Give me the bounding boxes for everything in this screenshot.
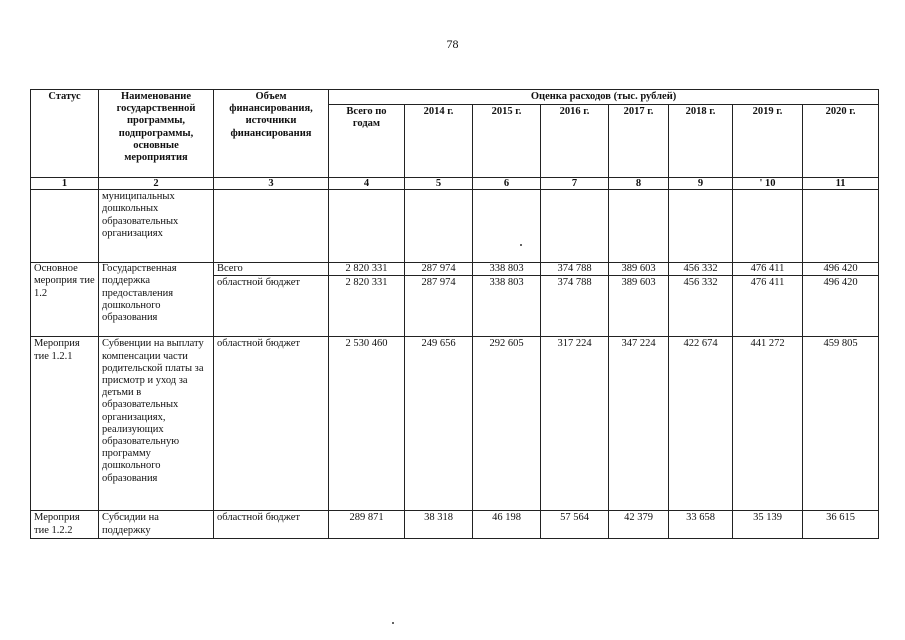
column-number: 5 (405, 178, 473, 190)
row-value: 249 656 (405, 337, 473, 511)
row-value: 459 805 (803, 337, 879, 511)
row-value: 46 198 (473, 511, 541, 538)
row-value: 33 658 (669, 511, 733, 538)
row-value (405, 190, 473, 263)
row-value: 347 224 (609, 337, 669, 511)
column-number: 2 (99, 178, 214, 190)
row-value: 338 803 (473, 276, 541, 337)
header-year-2015: 2015 г. (473, 105, 541, 178)
row-value: 441 272 (733, 337, 803, 511)
row-value: 389 603 (609, 263, 669, 276)
row-value (473, 190, 541, 263)
row-value: 42 379 (609, 511, 669, 538)
header-expenses: Оценка расходов (тыс. рублей) (329, 90, 879, 105)
column-number: 7 (541, 178, 609, 190)
row-source (214, 190, 329, 263)
table-row (31, 263, 879, 276)
column-number: 9 (669, 178, 733, 190)
column-numbers-row (31, 178, 879, 190)
row-name: Государственная поддержка предоставления дошкольного образования (99, 263, 214, 337)
row-value: 292 605 (473, 337, 541, 511)
column-number: 11 (803, 178, 879, 190)
row-value (329, 190, 405, 263)
column-number: 1 (31, 178, 99, 190)
table-row (31, 337, 879, 511)
row-source: областной бюджет (214, 511, 329, 538)
row-value: 338 803 (473, 263, 541, 276)
column-number: 4 (329, 178, 405, 190)
row-value (669, 190, 733, 263)
row-value: 456 332 (669, 263, 733, 276)
header-year-2016: 2016 г. (541, 105, 609, 178)
header-year-2018: 2018 г. (669, 105, 733, 178)
row-status (31, 190, 99, 263)
column-number: 3 (214, 178, 329, 190)
header-year-2017: 2017 г. (609, 105, 669, 178)
row-status: Основное мероприя тие 1.2 (31, 263, 99, 337)
row-value: 476 411 (733, 276, 803, 337)
row-value: 496 420 (803, 276, 879, 337)
budget-table (30, 89, 879, 539)
row-value: 476 411 (733, 263, 803, 276)
header-year-2019: 2019 г. (733, 105, 803, 178)
row-status: Мероприя тие 1.2.2 (31, 511, 99, 538)
row-value (733, 190, 803, 263)
row-value: 422 674 (669, 337, 733, 511)
row-value: 496 420 (803, 263, 879, 276)
row-value: 374 788 (541, 263, 609, 276)
row-value: 2 820 331 (329, 276, 405, 337)
row-value: 287 974 (405, 276, 473, 337)
column-number: ' 10 (733, 178, 803, 190)
table-row (31, 511, 879, 538)
column-number: 8 (609, 178, 669, 190)
row-value: 36 615 (803, 511, 879, 538)
row-value: 289 871 (329, 511, 405, 538)
row-value: 389 603 (609, 276, 669, 337)
row-value: 2 820 331 (329, 263, 405, 276)
page-number: 78 (446, 37, 459, 51)
header-year-2014: 2014 г. (405, 105, 473, 178)
row-value: 35 139 (733, 511, 803, 538)
row-source: Всего (214, 263, 329, 276)
row-value (541, 190, 609, 263)
column-number: 6 (473, 178, 541, 190)
header-year-2020: 2020 г. (803, 105, 879, 178)
header-volume: Объем финансирования, источники финансирования (214, 90, 329, 178)
row-value (803, 190, 879, 263)
row-source: областной бюджет (214, 276, 329, 337)
row-name: муниципальных дошкольных образовательных организациях (99, 190, 214, 263)
row-status: Мероприя тие 1.2.1 (31, 337, 99, 511)
header-row (31, 90, 879, 105)
scan-speck (392, 622, 394, 624)
row-value: 456 332 (669, 276, 733, 337)
row-value: 374 788 (541, 276, 609, 337)
header-year-total: Всего по годам (329, 105, 405, 178)
row-value (609, 190, 669, 263)
row-source: областной бюджет (214, 337, 329, 511)
row-value: 38 318 (405, 511, 473, 538)
scan-speck (520, 244, 522, 246)
row-value: 317 224 (541, 337, 609, 511)
header-status: Статус (31, 90, 99, 178)
header-name: Наименование государственной программы, подпрограммы, основные мероприятия (99, 90, 214, 178)
table-row (31, 190, 879, 263)
row-value: 287 974 (405, 263, 473, 276)
row-value: 2 530 460 (329, 337, 405, 511)
row-name: Субвенции на выплату компенсации части родительской платы за присмотр и уход за детьми в образовательных организациях, реализующих образовательную программу дошкольного образования (99, 337, 214, 511)
row-value: 57 564 (541, 511, 609, 538)
row-name: Субсидии на поддержку (99, 511, 214, 538)
